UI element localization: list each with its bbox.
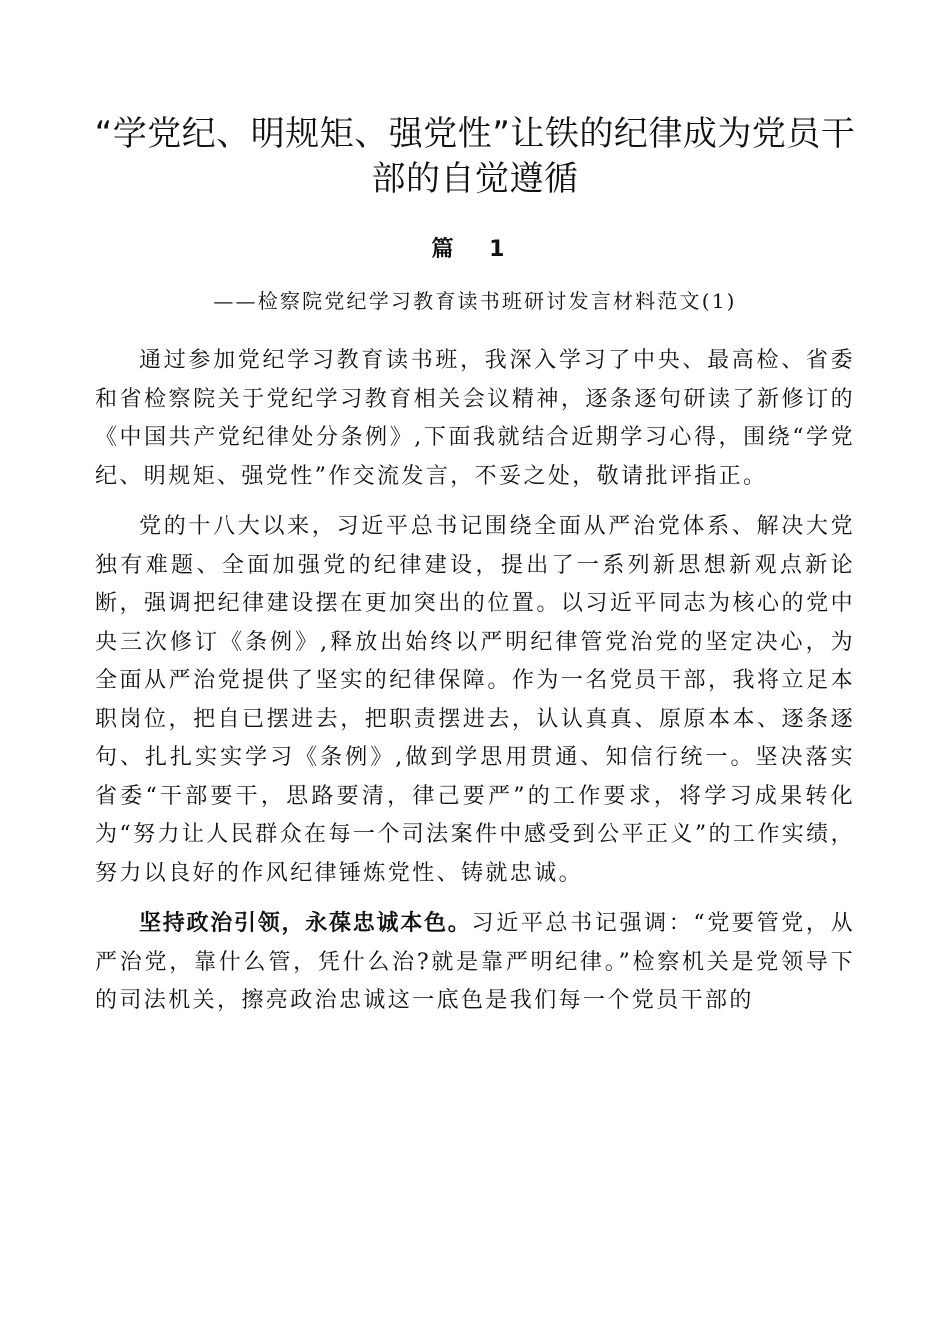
body-paragraph-3 [95, 905, 855, 1021]
document-title: “学党纪、明规矩、强党性”让铁的纪律成为党员干部的自觉遵循 [94, 114, 856, 199]
body-paragraph-1: 通过参加党纪学习教育读书班，我深入学习了中央、最高检、省委和省检察院关于党纪学习教育相关会议精神，逐条逐句研读了新修订的《中国共产党纪律处分条例》,下面我就结合近期学习心得，围绕“学党纪、明规矩、强党性”作交流发言，不妥之处，敬请批评指正。 [95, 348, 855, 489]
document-page [95, 112, 855, 1021]
chapter-heading: 篇 1 [431, 237, 519, 262]
body-paragraph-2: 党的十八大以来，习近平总书记围绕全面从严治党体系、解决大党独有难题、全面加强党的纪律建设，提出了一系列新思想新观点新论断，强调把纪律建设摆在更加突出的位置。以习近平同志为核心的党中央三次修订《条例》,释放出始终以严明纪律管党治党的坚定决心，为全面从严治党提供了坚实的纪律保障。作为一名党员干部，我将立足本职岗位，把自已摆进去，把职责摆进去，认认真真、原原本本、逐条逐句、扎扎实实学习《条例》,做到学思用贯通、知信行统一。坚决落实省委“干部要干，思路要清，律己要严”的工作要求，将学习成果转化为“努力让人民群众在每一个司法案件中感受到公平正义”的工作实绩，努力以良好的作风纪律锤炼党性、铸就忠诚。 [95, 514, 855, 886]
document-subtitle: ——检察院党纪学习教育读书班研讨发言材料范文(1) [213, 289, 737, 313]
section-lead-heading: 坚持政治引领，永葆忠诚本色。 [139, 911, 472, 936]
section-body-text: 习近平总书记强调：“党要管党，从严治党，靠什么管，凭什么治?就是靠严明纪律。”检察机关是党领导下的司法机关，擦亮政治忠诚这一底色是我们每一个党员干部的 [95, 911, 855, 1013]
